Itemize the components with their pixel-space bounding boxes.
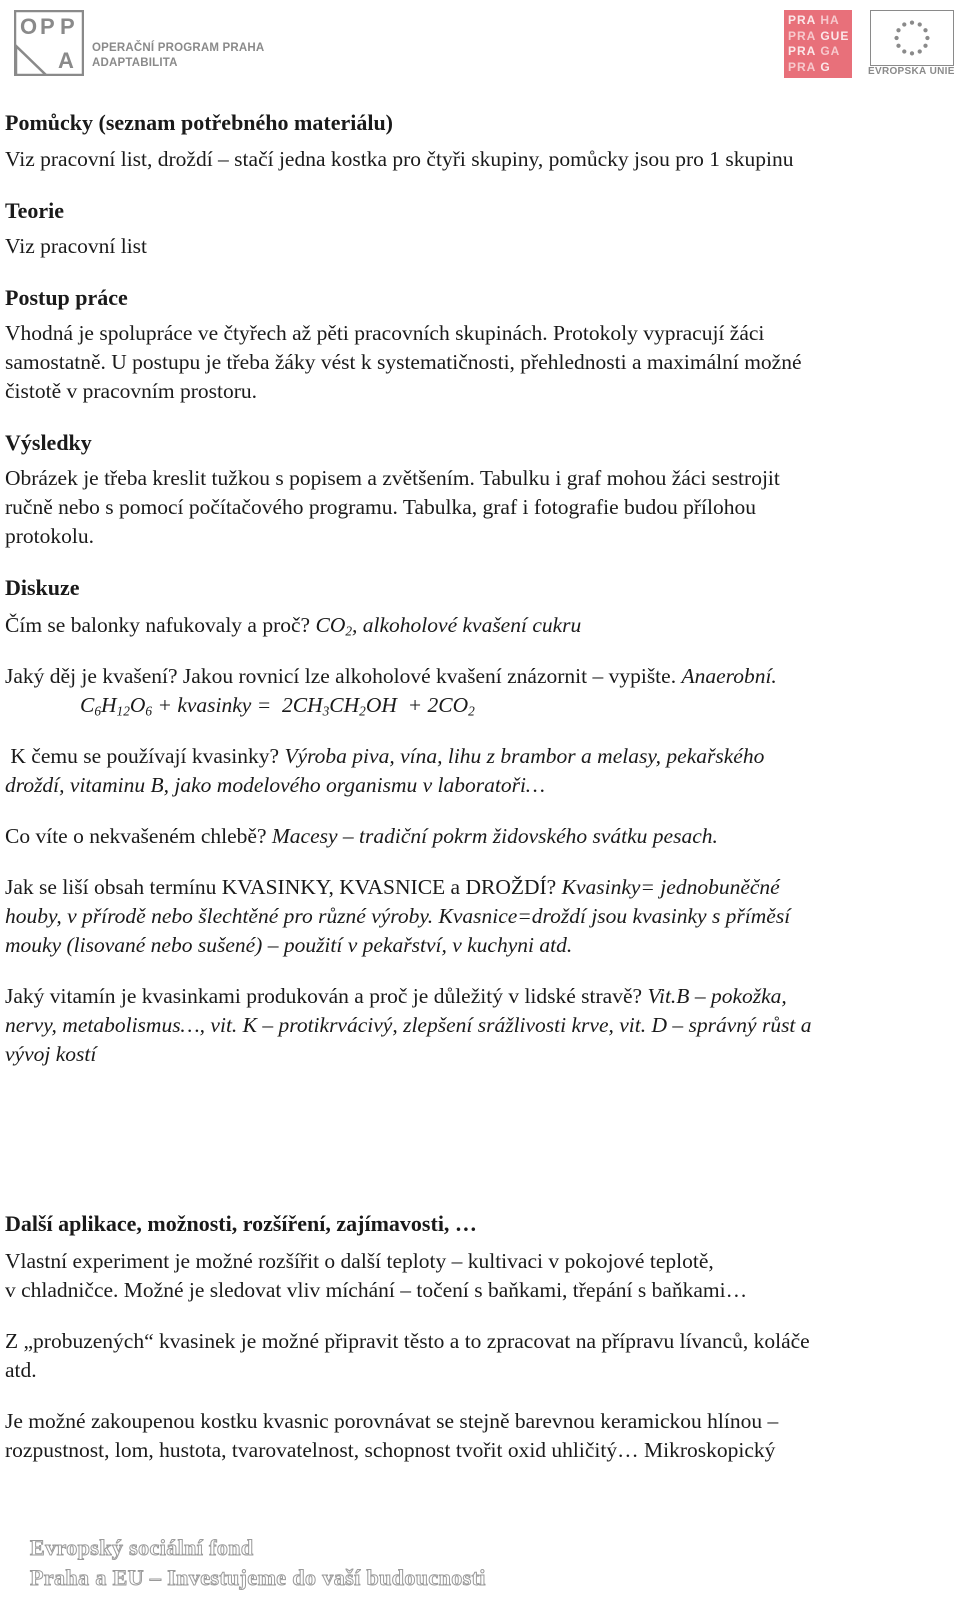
discussion-q4: [5, 822, 955, 851]
heading-vysledky: Výsledky: [5, 430, 92, 455]
answer-text: Macesy – tradiční pokrm židovského svátku pesach.: [271, 824, 718, 848]
oppa-letter: O: [20, 14, 38, 39]
oppa-logo-icon: [14, 10, 84, 76]
praha-logo-text: GA: [820, 44, 841, 58]
answer-text: mouky (lisované nebo sušené) – použití v pekařství, v kuchyni atd.: [5, 933, 573, 957]
oppa-line-1: OPERAČNÍ PROGRAM PRAHA: [92, 42, 265, 54]
text-dalsi-1b: v chladničce. Možné je sledovat vliv míchání – točení s baňkami, třepání s baňkami…: [5, 1278, 748, 1302]
text-vysledky-3: protokolu.: [5, 524, 94, 548]
eu-flag-icon: [870, 10, 954, 66]
text-vysledky-1: Obrázek je třeba kreslit tužkou s popisem a zvětšením. Tabulku i graf mohou žáci sestrojit: [5, 466, 780, 490]
answer-text: nervy, metabolismus…, vit. K – protikrvácivý, zlepšení srážlivosti krve, vit. D – správný růst a: [5, 1013, 812, 1037]
question-text: Jaký děj je kvašení? Jakou rovnicí lze alkoholové kvašení znázornit – vypište.: [5, 664, 677, 688]
text-dalsi-2b: atd.: [5, 1358, 37, 1382]
question-text: Jak se liší obsah termínu KVASINKY, KVASNICE a DROŽDÍ?: [5, 875, 557, 899]
praha-logo-text: G: [820, 59, 831, 74]
text-vysledky-2: ručně nebo s pomocí počítačového programu. Tabulka, graf i fotografie budou přílohou: [5, 495, 756, 519]
oppa-line-2: ADAPTABILITA: [92, 57, 178, 69]
praha-logo: [784, 10, 852, 78]
discussion-q1: [5, 611, 955, 640]
heading-postup: Postup práce: [5, 285, 128, 310]
footer-line-2: Praha a EU – Investujeme do vaší budoucnosti: [30, 1565, 486, 1590]
answer-text: Kvasinky= jednobuněčné: [561, 875, 780, 899]
eu-label: EVROPSKÁ UNIE: [868, 66, 955, 77]
text-pomucky: Viz pracovní list, droždí – stačí jedna kostka pro čtyři skupiny, pomůcky jsou pro 1 skupinu: [5, 147, 794, 171]
discussion-q5: [5, 873, 955, 902]
footer-line-1: Evropský sociální fond: [30, 1535, 254, 1560]
praha-logo-text: PRA: [788, 13, 817, 27]
discussion-q2: [5, 662, 955, 691]
text-postup-1: Vhodná je spolupráce ve čtyřech až pěti pracovních skupinách. Protokoly vypracují žáci: [5, 321, 765, 345]
answer-text: houby, v přírodě nebo šlechtěné pro různé výroby. Kvasnice=droždí jsou kvasinky s příměsí: [5, 904, 791, 928]
heading-diskuze: Diskuze: [5, 575, 80, 600]
document-body: [5, 108, 955, 1465]
oppa-letter: P: [40, 14, 55, 39]
text-dalsi-3b: rozpustnost, lom, hustota, tvarovatelnost, schopnost tvořit oxid uhličitý… Mikroskopický: [5, 1438, 776, 1462]
discussion-q6: [5, 982, 955, 1011]
praha-logo-text: PRA: [788, 28, 817, 43]
text-dalsi-1a: Vlastní experiment je možné rozšířit o další teploty – kultivaci v pokojové teplotě,: [5, 1249, 714, 1273]
text-postup-3: čistotě v pracovním prostoru.: [5, 379, 257, 403]
question-text: Čím se balonky nafukovaly a proč?: [5, 613, 311, 637]
fermentation-equation: $C_6H_{12}O_6$ + kvasinky = $2CH_3CH_2OH + 2CO_2$: [80, 693, 475, 719]
heading-teorie: Teorie: [5, 198, 65, 223]
question-text: Jaký vitamín je kvasinkami produkován a proč je důležitý v lidské stravě?: [5, 984, 643, 1008]
answer-text: droždí, vitaminu B, jako modelového organismu v laboratoři…: [5, 773, 546, 797]
text-dalsi-2a: Z „probuzených“ kvasinek je možné připravit těsto a to zpracovat na přípravu lívanců, koláče: [5, 1329, 810, 1353]
praha-logo-text: HA: [820, 13, 840, 27]
oppa-letter: P: [60, 14, 75, 39]
answer-text: Vit.B – pokožka,: [647, 984, 787, 1008]
page-footer: [30, 1533, 486, 1593]
text-teorie: Viz pracovní list: [5, 234, 148, 258]
heading-pomucky: Pomůcky (seznam potřebného materiálu): [5, 110, 394, 135]
heading-dalsi-aplikace: Další aplikace, možnosti, rozšíření, zajímavosti, …: [5, 1211, 477, 1236]
text-postup-2: samostatně. U postupu je třeba žáky vést k systematičnosti, přehlednosti a maximální možné: [5, 350, 802, 374]
question-text: Co víte o nekvašeném chlebě?: [5, 824, 267, 848]
praha-logo-text: GUE: [820, 28, 850, 43]
answer-text: vývoj kostí: [5, 1042, 97, 1066]
oppa-program-name: [92, 41, 264, 71]
question-text: K čemu se používají kvasinky?: [5, 744, 280, 768]
answer-text: Výroba piva, vína, lihu z brambor a melasy, pekařského: [284, 744, 765, 768]
answer-text: Anaerobní.: [681, 664, 777, 688]
praha-logo-text: PRA: [788, 44, 817, 58]
page-header: [0, 0, 960, 90]
oppa-letter: A: [58, 48, 74, 73]
text-dalsi-3a: Je možné zakoupenou kostku kvasnic porovnávat se stejně barevnou keramickou hlínou –: [5, 1409, 779, 1433]
discussion-q3: [5, 742, 955, 771]
praha-logo-text: PRA: [788, 59, 817, 74]
answer-text: $CO_2$, alkoholové kvašení cukru: [315, 613, 582, 639]
